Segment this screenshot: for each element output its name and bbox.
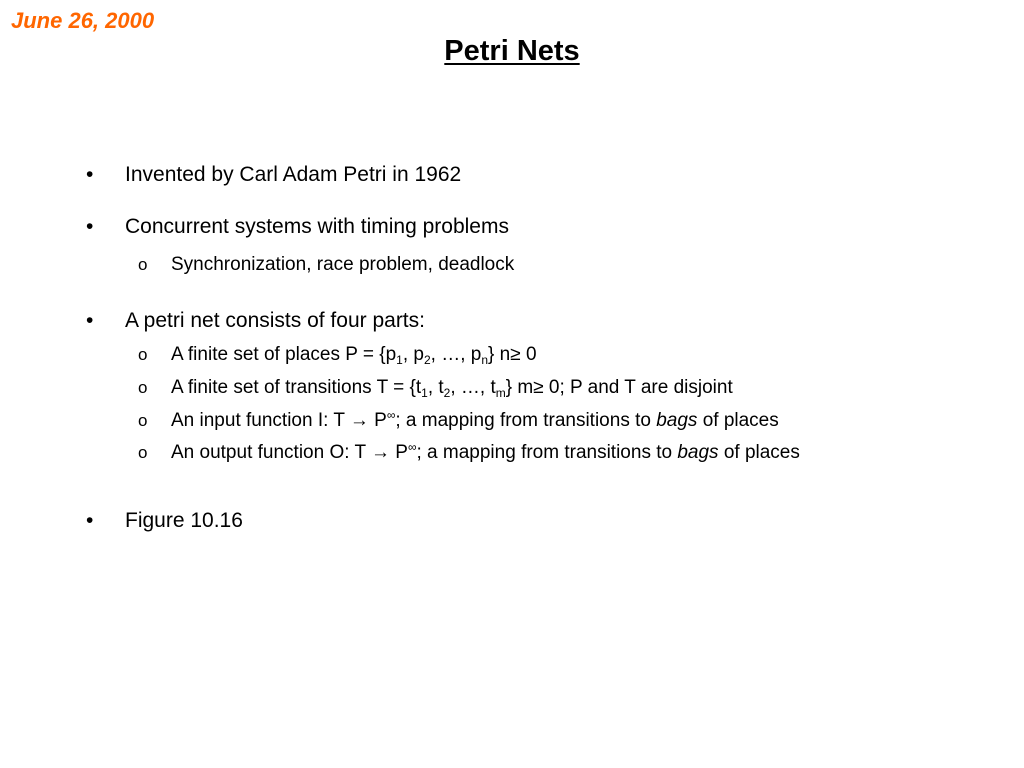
bullet-marker: • bbox=[86, 309, 94, 332]
sub-bullet-text: Synchronization, race problem, deadlock bbox=[171, 254, 515, 275]
sub-bullet-marker: o bbox=[138, 443, 148, 462]
bullet-text: Concurrent systems with timing problems bbox=[125, 215, 509, 238]
sub-bullet-marker: o bbox=[138, 345, 148, 364]
slide-date: June 26, 2000 bbox=[11, 8, 155, 33]
bullet-marker: • bbox=[86, 509, 94, 532]
bullet-marker: • bbox=[86, 215, 94, 238]
slide-title: Petri Nets bbox=[444, 35, 580, 67]
sub-bullet-text: An output function O: T → P∞; a mapping from transitions to bags of places bbox=[171, 440, 800, 463]
sub-bullet-marker: o bbox=[138, 378, 148, 397]
sub-bullet-marker: o bbox=[138, 255, 148, 274]
bullet-text: Invented by Carl Adam Petri in 1962 bbox=[125, 163, 462, 186]
sub-bullet-text: A finite set of places $P = \{p_1$, $p_2$, …, $p_n$} n≥ 0 bbox=[171, 344, 537, 367]
bullet-text: Figure 10.16 bbox=[125, 509, 243, 532]
bullet-marker: • bbox=[86, 163, 94, 186]
sub-bullet-text: An input function I: T → P∞; a mapping from transitions to bags of places bbox=[171, 408, 779, 431]
bullet-text: A petri net consists of four parts: bbox=[125, 309, 425, 332]
sub-bullet-marker: o bbox=[138, 411, 148, 430]
sub-bullet-text: A finite set of transitions $T = \{t_1$, $t_2$, …, $t_m$} m≥ 0; P and T are disjoint bbox=[171, 377, 733, 400]
